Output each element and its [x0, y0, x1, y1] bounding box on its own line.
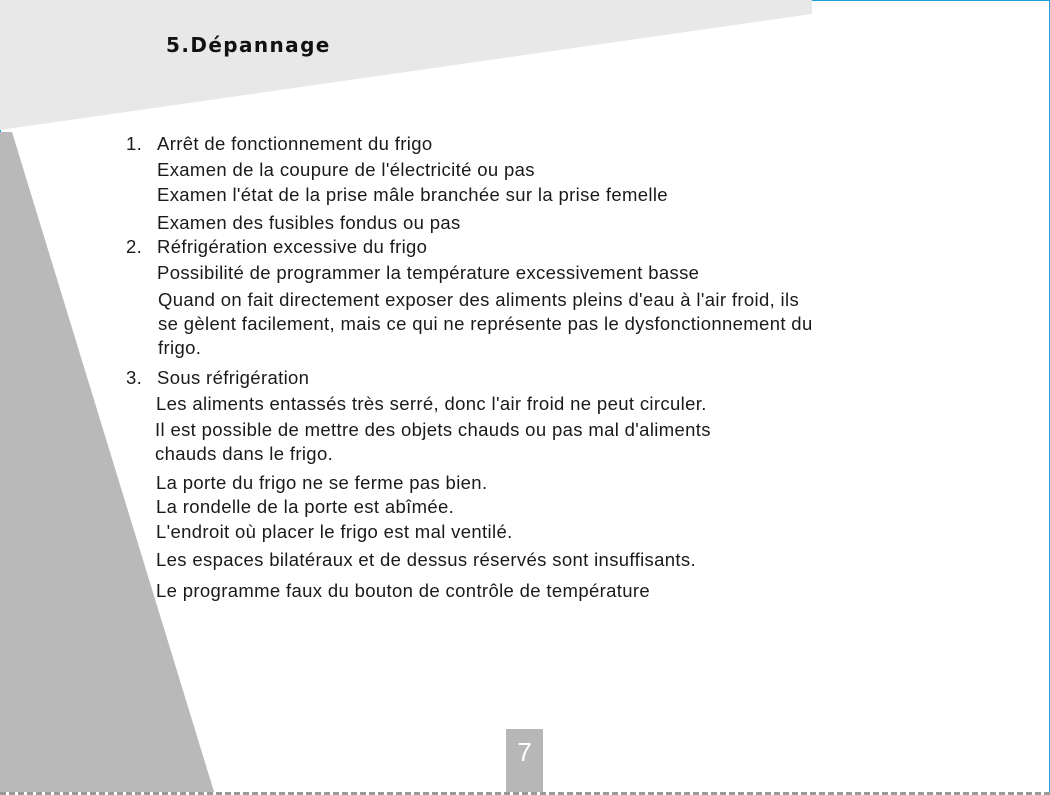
list-item-heading — [126, 367, 309, 389]
list-item-heading-text: Sous réfrigération — [157, 367, 310, 388]
list-item-line: La porte du frigo ne se ferme pas bien. — [156, 472, 488, 493]
list-item-line: Examen l'état de la prise mâle branchée sur la prise femelle — [157, 184, 668, 205]
list-item-line: Possibilité de programmer la température excessivement basse — [157, 262, 700, 283]
list-item-line: Quand on fait directement exposer des aliments pleins d'eau à l'air froid, ils — [158, 289, 800, 310]
list-item-line: se gèlent facilement, mais ce qui ne représente pas le dysfonctionnement du — [158, 313, 813, 334]
list-item-line: Les aliments entassés très serré, donc l'air froid ne peut circuler. — [156, 393, 707, 414]
list-item-line: Il est possible de mettre des objets chauds ou pas mal d'aliments — [155, 419, 711, 440]
list-item-line: L'endroit où placer le frigo est mal ventilé. — [156, 521, 513, 542]
list-item-line: Examen de la coupure de l'électricité ou pas — [157, 159, 535, 180]
list-item-number: 2. — [126, 236, 143, 257]
list-item-line: Examen des fusibles fondus ou pas — [157, 212, 461, 233]
list-item-heading-text: Réfrigération excessive du frigo — [157, 236, 428, 257]
list-item-heading-text: Arrêt de fonctionnement du frigo — [157, 133, 433, 154]
list-item-number: 1. — [126, 133, 143, 154]
list-item-line: Le programme faux du bouton de contrôle de température — [156, 580, 651, 601]
list-item-heading — [126, 133, 433, 155]
list-item-line: frigo. — [158, 337, 202, 358]
section-title: 5.Dépannage — [166, 33, 331, 57]
list-item-number: 3. — [126, 367, 143, 388]
list-item-heading — [126, 236, 427, 258]
page-number: 7 — [517, 737, 532, 767]
list-item-line: chauds dans le frigo. — [155, 443, 334, 464]
list-item-line: La rondelle de la porte est abîmée. — [156, 496, 455, 517]
page-number-box — [506, 729, 543, 795]
list-item-line: Les espaces bilatéraux et de dessus réservés sont insuffisants. — [156, 549, 696, 570]
